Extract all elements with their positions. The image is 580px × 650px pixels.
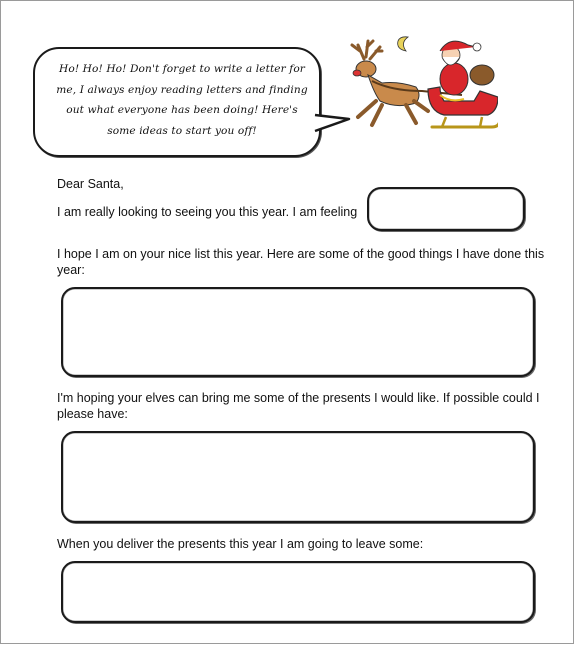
presents-field[interactable] (61, 431, 535, 523)
leave-field[interactable] (61, 561, 535, 623)
salutation: Dear Santa, (57, 177, 124, 191)
good-things-field[interactable] (61, 287, 535, 377)
speech-bubble (29, 41, 329, 163)
santa-sleigh-reindeer-illustration (336, 29, 498, 141)
speech-bubble-text: Ho! Ho! Ho! Don't forget to write a letter for me, I always enjoy reading letters and finding out what everyone has been doing! Here's some ideas to start you off! (56, 63, 308, 137)
nice-list-prompt-line-1: I hope I am on your nice list this year. Here are some of the good things I have done this (57, 247, 545, 261)
presents-prompt-line-2: please have: (57, 407, 128, 421)
feeling-field[interactable] (367, 187, 525, 231)
feeling-prompt: I am really looking to seeing you this year. I am feeling (57, 205, 358, 219)
nice-list-prompt-line-2: year: (57, 263, 85, 277)
presents-prompt-line-1: I'm hoping your elves can bring me some of the presents I would like. If possible could I (57, 391, 540, 405)
leave-prompt: When you deliver the presents this year I am going to leave some: (57, 537, 424, 551)
